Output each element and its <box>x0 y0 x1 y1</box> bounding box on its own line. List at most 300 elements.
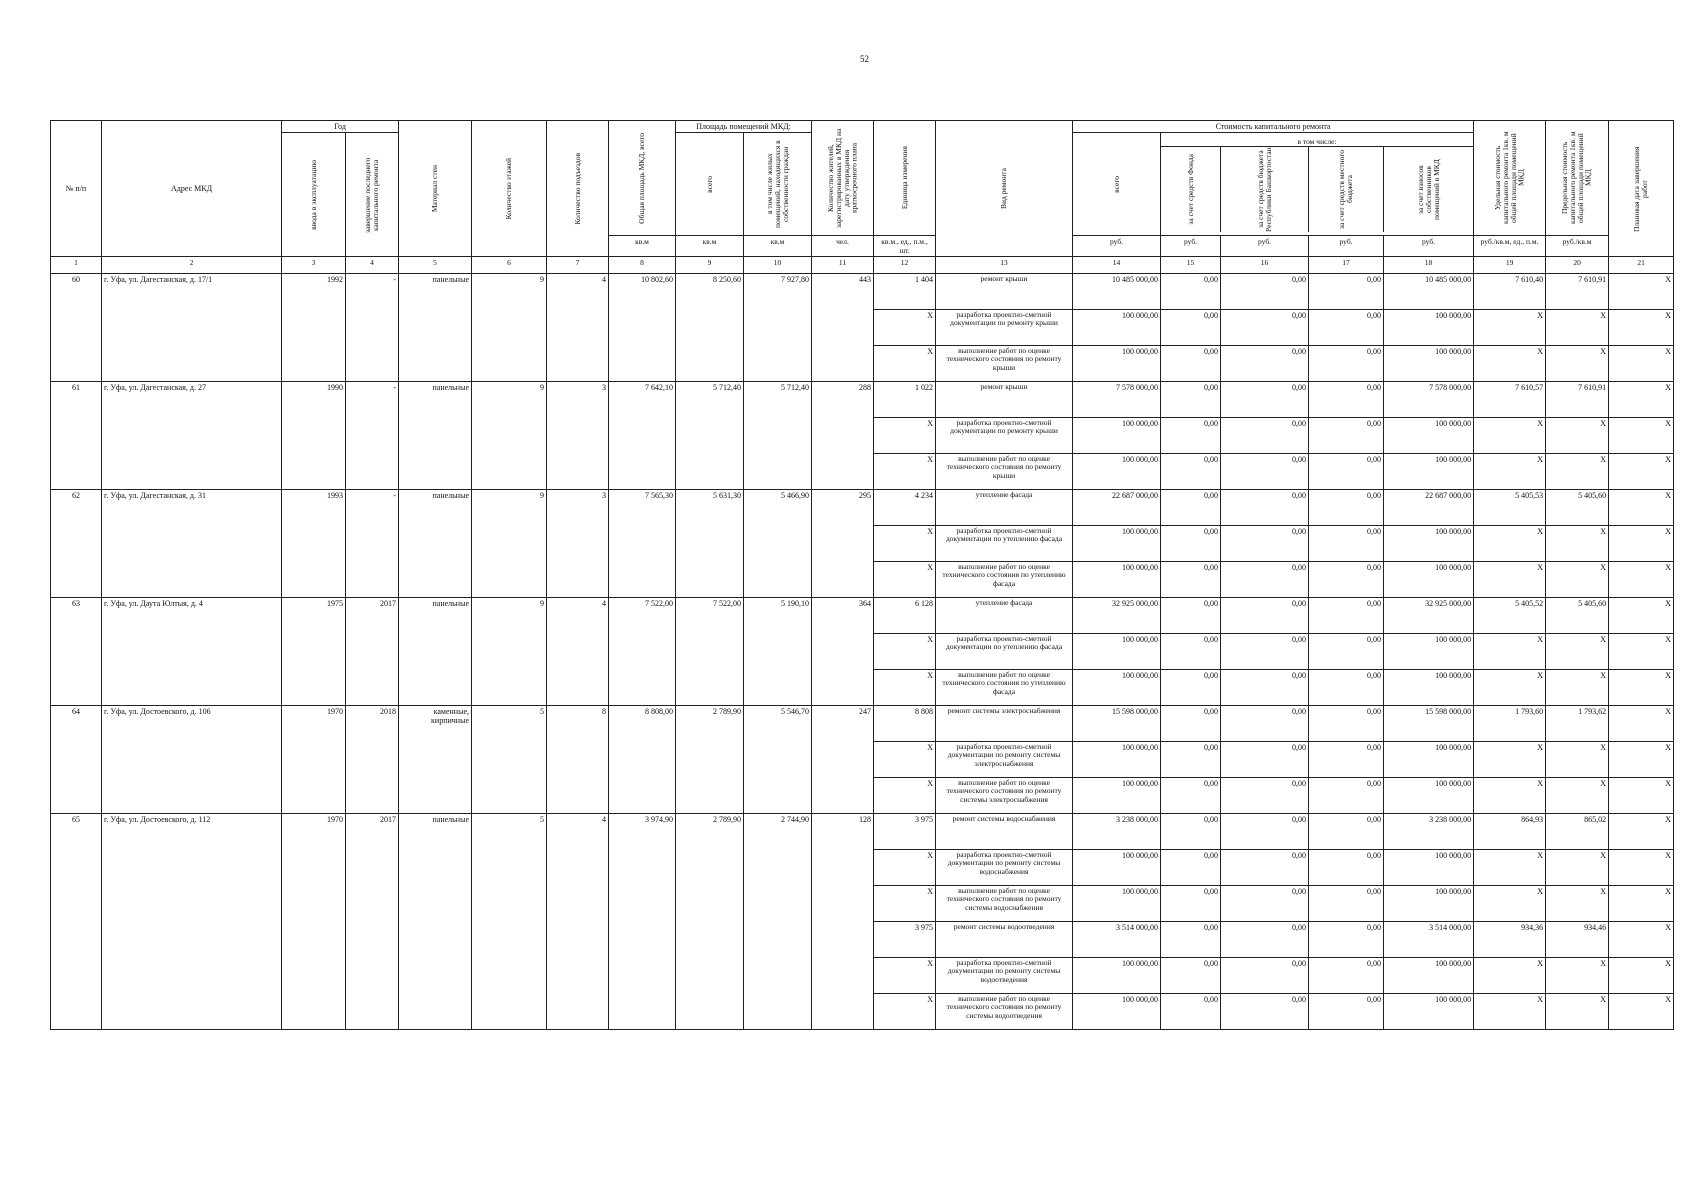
repair-plan-table <box>50 120 1674 1030</box>
repair-type-cell: разработка проектно-сметной документации по утеплению фасада <box>936 634 1073 670</box>
cost-total-cell: 100 000,00 <box>1073 418 1161 454</box>
cost-total-cell: 100 000,00 <box>1073 850 1161 886</box>
cost-total-cell: 100 000,00 <box>1073 454 1161 490</box>
fund-cell: 0,00 <box>1161 958 1221 994</box>
local-budget-cell: 0,00 <box>1309 454 1384 490</box>
header-residents: Количество жителей, зарегистрированных в МКД на дату утверждения краткосрочного плана <box>812 121 874 236</box>
repair-type-cell: разработка проектно-сметной документации по ремонту крыши <box>936 418 1073 454</box>
fund-cell: 0,00 <box>1161 562 1221 598</box>
repair-type-cell: разработка проектно-сметной документации по ремонту системы водоснабжения <box>936 850 1073 886</box>
end-date-cell: X <box>1609 310 1674 346</box>
rb-budget-cell: 0,00 <box>1221 274 1309 310</box>
header-area-all: всего <box>676 133 744 236</box>
unit-cost-cell: X <box>1474 850 1546 886</box>
end-date-cell: X <box>1609 418 1674 454</box>
repair-type-cell: разработка проектно-сметной документации по ремонту крыши <box>936 310 1073 346</box>
local-budget-cell: 0,00 <box>1309 634 1384 670</box>
unit-cost-cell: X <box>1474 454 1546 490</box>
local-budget-cell: 0,00 <box>1309 994 1384 1030</box>
owners-cell: 7 578 000,00 <box>1384 382 1474 418</box>
owners-cell: 15 598 000,00 <box>1384 706 1474 742</box>
cost-total-cell: 100 000,00 <box>1073 562 1161 598</box>
max-cost-cell: X <box>1546 994 1609 1030</box>
wall-material-cell: каменные, кирпичные <box>399 706 472 814</box>
commission-year-cell: 1970 <box>282 706 346 814</box>
residents-cell: 443 <box>812 274 874 382</box>
column-number: 3 <box>282 257 346 274</box>
header-rb-budget: за счет средств бюджета Республики Башкортостан <box>1221 147 1309 232</box>
unit-cost-cell: 5 405,53 <box>1474 490 1546 526</box>
cost-total-cell: 7 578 000,00 <box>1073 382 1161 418</box>
local-budget-cell: 0,00 <box>1309 958 1384 994</box>
owners-cell: 10 485 000,00 <box>1384 274 1474 310</box>
header-local-budget: за счет средств местного бюджета <box>1309 147 1384 232</box>
repair-type-cell: утепление фасада <box>936 598 1073 634</box>
residents-cell: 128 <box>812 814 874 1030</box>
cost-total-cell: 32 925 000,00 <box>1073 598 1161 634</box>
max-cost-cell: X <box>1546 778 1609 814</box>
area-all-cell: 5 631,30 <box>676 490 744 598</box>
rb-budget-cell: 0,00 <box>1221 994 1309 1030</box>
total-area-cell: 3 974,90 <box>609 814 676 1030</box>
column-numbers-row <box>51 257 1674 274</box>
max-cost-cell: X <box>1546 670 1609 706</box>
table-body <box>51 274 1674 1030</box>
column-number: 2 <box>102 257 282 274</box>
address-cell: г. Уфа, ул. Достоевского, д. 112 <box>102 814 282 1030</box>
table-row <box>51 598 1674 634</box>
table-header <box>51 121 1674 274</box>
rb-budget-cell: 0,00 <box>1221 850 1309 886</box>
rb-budget-cell: 0,00 <box>1221 310 1309 346</box>
column-number: 14 <box>1073 257 1161 274</box>
header-num: № п/п <box>51 121 102 257</box>
total-area-cell: 7 565,30 <box>609 490 676 598</box>
wall-material-cell: панельные <box>399 814 472 1030</box>
area-all-cell: 2 789,90 <box>676 706 744 814</box>
area-living-cell: 2 744,90 <box>744 814 812 1030</box>
owners-cell: 100 000,00 <box>1384 346 1474 382</box>
fund-cell: 0,00 <box>1161 274 1221 310</box>
end-date-cell: X <box>1609 382 1674 418</box>
end-date-cell: X <box>1609 922 1674 958</box>
end-date-cell: X <box>1609 526 1674 562</box>
repair-type-cell: выполнение работ по оценке технического состояния по утеплению фасада <box>936 562 1073 598</box>
column-number: 13 <box>936 257 1073 274</box>
unit-cell: 6 128 <box>874 598 936 634</box>
address-cell: г. Уфа, ул. Дагестанская, д. 17/1 <box>102 274 282 382</box>
commission-year-cell: 1990 <box>282 382 346 490</box>
max-cost-cell: X <box>1546 634 1609 670</box>
owners-cell: 3 238 000,00 <box>1384 814 1474 850</box>
owners-cell: 100 000,00 <box>1384 634 1474 670</box>
local-budget-cell: 0,00 <box>1309 778 1384 814</box>
max-cost-cell: X <box>1546 526 1609 562</box>
max-cost-cell: 7 610,91 <box>1546 382 1609 418</box>
unit-cell: X <box>874 778 936 814</box>
owners-cell: 22 687 000,00 <box>1384 490 1474 526</box>
rb-budget-cell: 0,00 <box>1221 346 1309 382</box>
local-budget-cell: 0,00 <box>1309 706 1384 742</box>
max-cost-cell: 7 610,91 <box>1546 274 1609 310</box>
floors-cell: 5 <box>472 706 547 814</box>
unit-cell: X <box>874 634 936 670</box>
max-cost-cell: 5 405,60 <box>1546 598 1609 634</box>
entrances-cell: 3 <box>547 382 609 490</box>
cost-total-cell: 100 000,00 <box>1073 346 1161 382</box>
rb-budget-cell: 0,00 <box>1221 454 1309 490</box>
area-living-cell: 7 927,80 <box>744 274 812 382</box>
repair-type-cell: выполнение работ по оценке технического состояния по ремонту системы электроснабжения <box>936 778 1073 814</box>
total-area-cell: 10 802,60 <box>609 274 676 382</box>
repair-type-cell: утепление фасада <box>936 490 1073 526</box>
unit-cost-cell: 864,93 <box>1474 814 1546 850</box>
wall-material-cell: панельные <box>399 274 472 382</box>
end-date-cell: X <box>1609 346 1674 382</box>
residents-cell: 288 <box>812 382 874 490</box>
repair-type-cell: выполнение работ по оценке технического состояния по ремонту системы водоснабжения <box>936 886 1073 922</box>
unit-cost-cell: X <box>1474 994 1546 1030</box>
owners-cell: 100 000,00 <box>1384 418 1474 454</box>
fund-cell: 0,00 <box>1161 706 1221 742</box>
rb-budget-cell: 0,00 <box>1221 742 1309 778</box>
column-number: 16 <box>1221 257 1309 274</box>
end-date-cell: X <box>1609 670 1674 706</box>
column-number: 5 <box>399 257 472 274</box>
row-number: 65 <box>51 814 102 1030</box>
owners-cell: 100 000,00 <box>1384 670 1474 706</box>
column-number: 6 <box>472 257 547 274</box>
floors-cell: 9 <box>472 382 547 490</box>
end-date-cell: X <box>1609 742 1674 778</box>
column-number: 12 <box>874 257 936 274</box>
local-budget-cell: 0,00 <box>1309 850 1384 886</box>
owners-cell: 100 000,00 <box>1384 562 1474 598</box>
table-row <box>51 382 1674 418</box>
column-number: 9 <box>676 257 744 274</box>
fund-cell: 0,00 <box>1161 454 1221 490</box>
wall-material-cell: панельные <box>399 382 472 490</box>
unit-cell: X <box>874 850 936 886</box>
cost-total-cell: 3 238 000,00 <box>1073 814 1161 850</box>
cost-total-cell: 3 514 000,00 <box>1073 922 1161 958</box>
owners-cell: 32 925 000,00 <box>1384 598 1474 634</box>
repair-type-cell: выполнение работ по оценке технического состояния по утеплению фасада <box>936 670 1073 706</box>
end-date-cell: X <box>1609 886 1674 922</box>
rb-budget-cell: 0,00 <box>1221 598 1309 634</box>
rb-budget-cell: 0,00 <box>1221 418 1309 454</box>
fund-cell: 0,00 <box>1161 670 1221 706</box>
local-budget-cell: 0,00 <box>1309 670 1384 706</box>
unit-cell: 3 975 <box>874 922 936 958</box>
repair-type-cell: выполнение работ по оценке технического состояния по ремонту системы водоотведения <box>936 994 1073 1030</box>
unit-cell: 1 022 <box>874 382 936 418</box>
owners-cell: 100 000,00 <box>1384 958 1474 994</box>
table-row <box>51 706 1674 742</box>
rb-budget-cell: 0,00 <box>1221 382 1309 418</box>
unit-cost-cell: 1 793,60 <box>1474 706 1546 742</box>
area-living-cell: 5 546,70 <box>744 706 812 814</box>
unit-cost-cell: 7 610,57 <box>1474 382 1546 418</box>
fund-cell: 0,00 <box>1161 850 1221 886</box>
row-number: 62 <box>51 490 102 598</box>
max-cost-cell: X <box>1546 418 1609 454</box>
header-last-repair: завершение последнего капитального ремонта <box>346 133 399 257</box>
area-all-cell: 7 522,00 <box>676 598 744 706</box>
column-number: 11 <box>812 257 874 274</box>
unit-cell: X <box>874 310 936 346</box>
area-all-cell: 2 789,90 <box>676 814 744 1030</box>
end-date-cell: X <box>1609 706 1674 742</box>
total-area-cell: 8 808,00 <box>609 706 676 814</box>
unit-cell: X <box>874 526 936 562</box>
unit-cost-cell: X <box>1474 562 1546 598</box>
header-cost-total: всего <box>1073 133 1161 236</box>
unit-cost-cell: X <box>1474 526 1546 562</box>
unit-cost-cell: X <box>1474 346 1546 382</box>
max-cost-cell: 1 793,62 <box>1546 706 1609 742</box>
max-cost-cell: X <box>1546 454 1609 490</box>
local-budget-cell: 0,00 <box>1309 922 1384 958</box>
area-living-cell: 5 190,10 <box>744 598 812 706</box>
entrances-cell: 3 <box>547 490 609 598</box>
commission-year-cell: 1993 <box>282 490 346 598</box>
wall-material-cell: панельные <box>399 490 472 598</box>
end-date-cell: X <box>1609 454 1674 490</box>
local-budget-cell: 0,00 <box>1309 490 1384 526</box>
end-date-cell: X <box>1609 850 1674 886</box>
row-number: 60 <box>51 274 102 382</box>
commission-year-cell: 1970 <box>282 814 346 1030</box>
header-commission-year: ввода в эксплуатацию <box>282 133 346 257</box>
end-date-cell: X <box>1609 562 1674 598</box>
address-cell: г. Уфа, ул. Даута Юлтыя, д. 4 <box>102 598 282 706</box>
header-owners: за счет взносов собственников помещений в МКД <box>1415 158 1441 220</box>
last-repair-cell: 2018 <box>346 706 399 814</box>
unit-cost-cell: X <box>1474 886 1546 922</box>
last-repair-cell: - <box>346 382 399 490</box>
header-area-living: в том числе жилых помещений, находящихся в собственности граждан <box>744 133 812 236</box>
table-row <box>51 814 1674 850</box>
owners-cell: 100 000,00 <box>1384 886 1474 922</box>
unit-cost-cell: X <box>1474 634 1546 670</box>
owners-cell: 100 000,00 <box>1384 310 1474 346</box>
local-budget-cell: 0,00 <box>1309 814 1384 850</box>
local-budget-cell: 0,00 <box>1309 562 1384 598</box>
column-number: 19 <box>1474 257 1546 274</box>
residents-cell: 247 <box>812 706 874 814</box>
max-cost-cell: 934,46 <box>1546 922 1609 958</box>
unit-cost-cell: X <box>1474 310 1546 346</box>
unit-cell: X <box>874 670 936 706</box>
area-living-cell: 5 712,40 <box>744 382 812 490</box>
rb-budget-cell: 0,00 <box>1221 670 1309 706</box>
last-repair-cell: 2017 <box>346 814 399 1030</box>
units-row: кв.м кв.м кв.м чел. кв.м., ед., п.м., шт. руб. руб. руб. руб. руб. руб./кв.м, ед., п.м. руб./кв.м <box>51 236 1674 257</box>
unit-cell: 4 234 <box>874 490 936 526</box>
column-number: 20 <box>1546 257 1609 274</box>
max-cost-cell: X <box>1546 346 1609 382</box>
unit-cell: X <box>874 886 936 922</box>
owners-cell: 100 000,00 <box>1384 850 1474 886</box>
owners-cell: 3 514 000,00 <box>1384 922 1474 958</box>
column-number: 7 <box>547 257 609 274</box>
header-group-cost: Стоимость капитального ремонта <box>1073 121 1474 133</box>
rb-budget-cell: 0,00 <box>1221 814 1309 850</box>
entrances-cell: 4 <box>547 814 609 1030</box>
column-number: 1 <box>51 257 102 274</box>
unit-cost-cell: 5 405,52 <box>1474 598 1546 634</box>
unit-cost-cell: X <box>1474 742 1546 778</box>
unit-cost-cell: X <box>1474 778 1546 814</box>
rb-budget-cell: 0,00 <box>1221 706 1309 742</box>
unit-cell: X <box>874 742 936 778</box>
local-budget-cell: 0,00 <box>1309 742 1384 778</box>
rb-budget-cell: 0,00 <box>1221 634 1309 670</box>
cost-total-cell: 100 000,00 <box>1073 634 1161 670</box>
entrances-cell: 4 <box>547 598 609 706</box>
address-cell: г. Уфа, ул. Дагестанская, д. 27 <box>102 382 282 490</box>
fund-cell: 0,00 <box>1161 526 1221 562</box>
fund-cell: 0,00 <box>1161 814 1221 850</box>
fund-cell: 0,00 <box>1161 490 1221 526</box>
unit-cost-cell: X <box>1474 958 1546 994</box>
fund-cell: 0,00 <box>1161 598 1221 634</box>
cost-total-cell: 100 000,00 <box>1073 670 1161 706</box>
end-date-cell: X <box>1609 814 1674 850</box>
area-living-cell: 5 466,90 <box>744 490 812 598</box>
cost-total-cell: 100 000,00 <box>1073 994 1161 1030</box>
fund-cell: 0,00 <box>1161 418 1221 454</box>
floors-cell: 9 <box>472 598 547 706</box>
cost-total-cell: 100 000,00 <box>1073 526 1161 562</box>
fund-cell: 0,00 <box>1161 346 1221 382</box>
rb-budget-cell: 0,00 <box>1221 490 1309 526</box>
commission-year-cell: 1992 <box>282 274 346 382</box>
column-number: 8 <box>609 257 676 274</box>
unit-cell: 8 808 <box>874 706 936 742</box>
cost-total-cell: 100 000,00 <box>1073 958 1161 994</box>
unit-cost-cell: 7 610,40 <box>1474 274 1546 310</box>
repair-type-cell: ремонт системы водоотведения <box>936 922 1073 958</box>
total-area-cell: 7 642,10 <box>609 382 676 490</box>
residents-cell: 364 <box>812 598 874 706</box>
max-cost-cell: X <box>1546 310 1609 346</box>
rb-budget-cell: 0,00 <box>1221 922 1309 958</box>
cost-total-cell: 100 000,00 <box>1073 742 1161 778</box>
column-number: 10 <box>744 257 812 274</box>
local-budget-cell: 0,00 <box>1309 274 1384 310</box>
local-budget-cell: 0,00 <box>1309 886 1384 922</box>
header-repair-type: Вид ремонта <box>936 121 1073 257</box>
header-group-area: Площадь помещений МКД: <box>676 121 812 133</box>
rb-budget-cell: 0,00 <box>1221 526 1309 562</box>
owners-cell: 100 000,00 <box>1384 454 1474 490</box>
cost-total-cell: 10 485 000,00 <box>1073 274 1161 310</box>
repair-type-cell: разработка проектно-сметной документации по ремонту системы электроснабжения <box>936 742 1073 778</box>
area-all-cell: 8 250,60 <box>676 274 744 382</box>
header-group-incl: в том числе: за счет средств Фонда за счет средств бюджета Республики Башкортостан за счет средств местного бюджета за счет взносов собственников помещений в МКД <box>1161 133 1474 236</box>
fund-cell: 0,00 <box>1161 382 1221 418</box>
cost-total-cell: 100 000,00 <box>1073 778 1161 814</box>
unit-cost-cell: X <box>1474 670 1546 706</box>
max-cost-cell: X <box>1546 958 1609 994</box>
header-total-area: Общая площадь МКД, всего <box>609 121 676 236</box>
fund-cell: 0,00 <box>1161 886 1221 922</box>
owners-cell: 100 000,00 <box>1384 778 1474 814</box>
unit-cell: 3 975 <box>874 814 936 850</box>
repair-type-cell: разработка проектно-сметной документации по ремонту системы водоотведения <box>936 958 1073 994</box>
cost-total-cell: 15 598 000,00 <box>1073 706 1161 742</box>
repair-type-cell: ремонт системы водоснабжения <box>936 814 1073 850</box>
last-repair-cell: - <box>346 274 399 382</box>
unit-cell: X <box>874 454 936 490</box>
header-wall-material: Материал стен <box>399 121 472 257</box>
repair-type-cell: выполнение работ по оценке технического состояния по ремонту крыши <box>936 454 1073 490</box>
header-end-date: Плановая дата завершения работ <box>1609 121 1674 257</box>
max-cost-cell: X <box>1546 562 1609 598</box>
repair-type-cell: выполнение работ по оценке технического состояния по ремонту крыши <box>936 346 1073 382</box>
fund-cell: 0,00 <box>1161 310 1221 346</box>
end-date-cell: X <box>1609 994 1674 1030</box>
page-number: 52 <box>860 54 869 64</box>
end-date-cell: X <box>1609 598 1674 634</box>
repair-type-cell: ремонт крыши <box>936 274 1073 310</box>
cost-total-cell: 22 687 000,00 <box>1073 490 1161 526</box>
unit-cell: X <box>874 994 936 1030</box>
local-budget-cell: 0,00 <box>1309 382 1384 418</box>
total-area-cell: 7 522,00 <box>609 598 676 706</box>
column-number: 17 <box>1309 257 1384 274</box>
residents-cell: 295 <box>812 490 874 598</box>
repair-type-cell: ремонт системы электроснабжения <box>936 706 1073 742</box>
max-cost-cell: X <box>1546 742 1609 778</box>
rb-budget-cell: 0,00 <box>1221 958 1309 994</box>
unit-cost-cell: 934,36 <box>1474 922 1546 958</box>
header-fund: за счет средств Фонда <box>1161 147 1221 232</box>
local-budget-cell: 0,00 <box>1309 310 1384 346</box>
commission-year-cell: 1975 <box>282 598 346 706</box>
row-number: 61 <box>51 382 102 490</box>
owners-cell: 100 000,00 <box>1384 994 1474 1030</box>
area-all-cell: 5 712,40 <box>676 382 744 490</box>
end-date-cell: X <box>1609 634 1674 670</box>
local-budget-cell: 0,00 <box>1309 346 1384 382</box>
local-budget-cell: 0,00 <box>1309 598 1384 634</box>
entrances-cell: 4 <box>547 274 609 382</box>
entrances-cell: 8 <box>547 706 609 814</box>
rb-budget-cell: 0,00 <box>1221 562 1309 598</box>
floors-cell: 9 <box>472 274 547 382</box>
end-date-cell: X <box>1609 274 1674 310</box>
table-row <box>51 274 1674 310</box>
owners-cell: 100 000,00 <box>1384 742 1474 778</box>
header-address: Адрес МКД <box>102 121 282 257</box>
rb-budget-cell: 0,00 <box>1221 886 1309 922</box>
row-number: 64 <box>51 706 102 814</box>
max-cost-cell: 5 405,60 <box>1546 490 1609 526</box>
max-cost-cell: X <box>1546 850 1609 886</box>
last-repair-cell: - <box>346 490 399 598</box>
column-number: 15 <box>1161 257 1221 274</box>
fund-cell: 0,00 <box>1161 742 1221 778</box>
column-number: 21 <box>1609 257 1674 274</box>
local-budget-cell: 0,00 <box>1309 526 1384 562</box>
local-budget-cell: 0,00 <box>1309 418 1384 454</box>
header-group-year: Год <box>282 121 399 133</box>
cost-total-cell: 100 000,00 <box>1073 886 1161 922</box>
max-cost-cell: X <box>1546 886 1609 922</box>
